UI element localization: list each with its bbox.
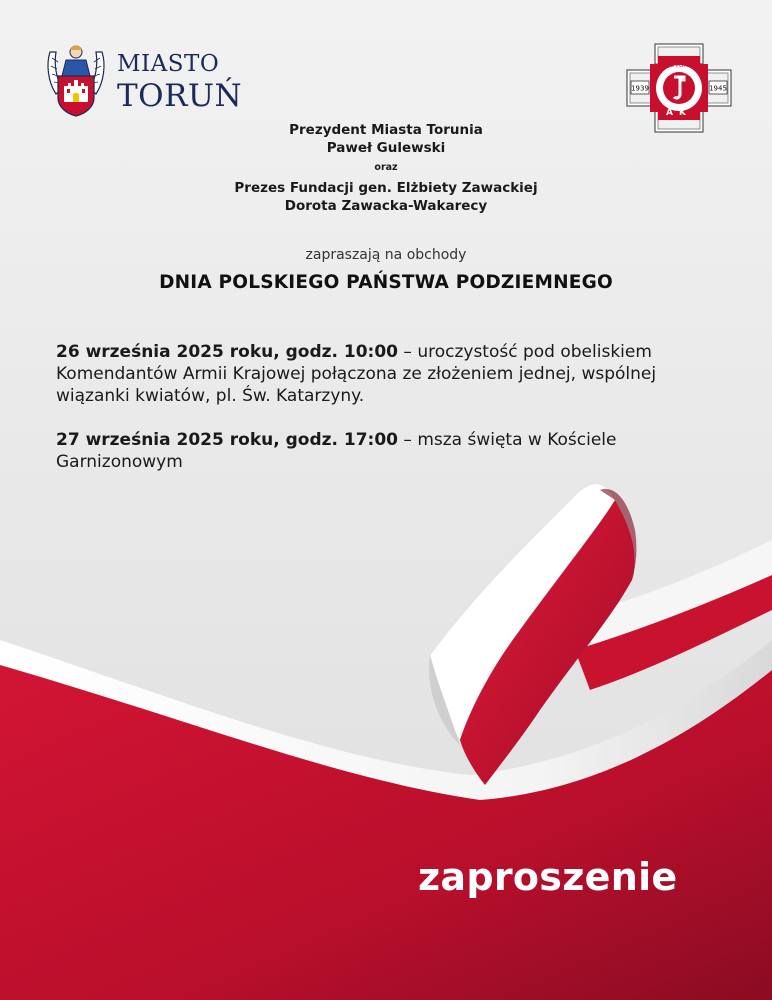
year-left-label: 1939	[631, 84, 649, 93]
logo-line-miasto: MIASTO	[117, 51, 220, 77]
event-1-description: – uroczystość pod obeliskiem Komendantów Armii Krajowej połączona ze złożeniem jednej, wspólnej wiązanki kwiatów, pl. Św. Katarzyny.	[56, 342, 657, 406]
zaproszenie-label: zaproszenie	[418, 855, 678, 899]
organizer-line-3: Prezes Fundacji gen. Elżbiety Zawackiej	[234, 180, 538, 196]
invite-text: zapraszają na obchody	[305, 247, 467, 263]
event-item-2	[56, 429, 716, 473]
organizer-line-1: Prezydent Miasta Torunia	[289, 122, 483, 138]
red-band	[0, 665, 772, 1000]
oraz-conjunction: oraz	[374, 162, 398, 173]
torun-angel-crest-icon	[44, 42, 108, 118]
event-2-date: 27 września 2025 roku, godz. 17:00	[56, 430, 399, 450]
year-right-label: 1945	[709, 84, 727, 93]
organizer-line-4: Dorota Zawacka-Wakarecy	[284, 198, 488, 214]
event-2-description: – msza święta w Kościele Garnizonowym	[56, 430, 617, 472]
ring-text: OKRĘG POMORZE	[654, 63, 704, 69]
organizer-line-2: Paweł Gulewski	[326, 140, 446, 156]
ak-letters: AK	[666, 108, 692, 118]
event-item-1	[56, 341, 716, 407]
logo-line-torun: TORUŃ	[117, 78, 243, 114]
torun-logo	[44, 42, 264, 122]
event-title: DNIA POLSKIEGO PAŃSTWA PODZIEMNEGO	[159, 272, 613, 293]
organizers-block	[0, 121, 772, 215]
event-1-date: 26 września 2025 roku, godz. 10:00	[56, 342, 399, 362]
events-list	[56, 341, 716, 495]
